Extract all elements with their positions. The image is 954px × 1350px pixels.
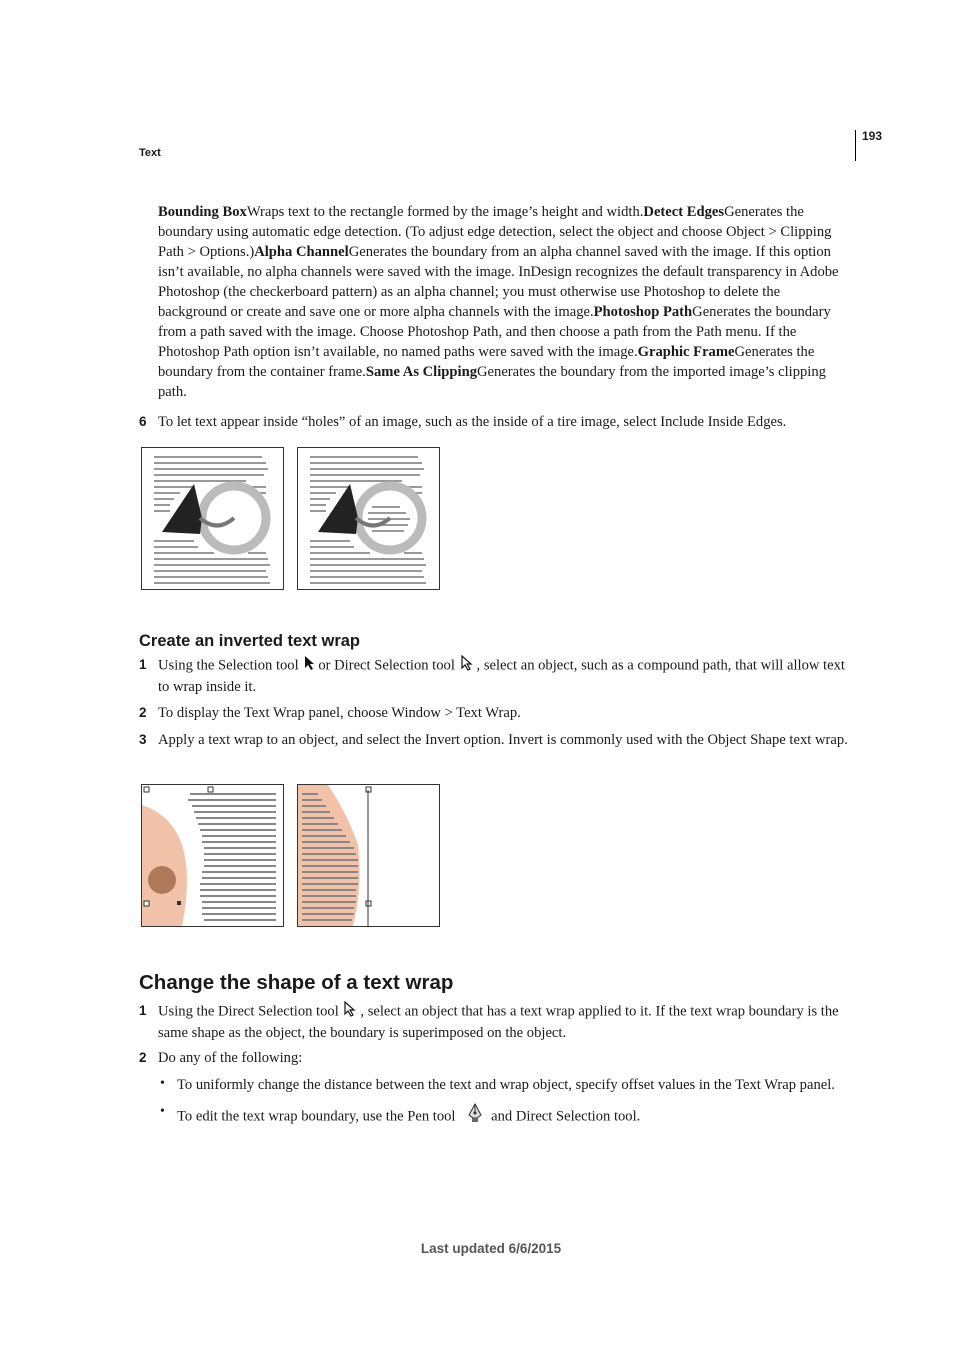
step-number: 1 (139, 1003, 147, 1018)
bullet-text-part: and Direct Selection tool. (491, 1108, 641, 1125)
step-text-part: Using the Direct Selection tool (158, 1003, 339, 1020)
step-text-part: , select an object that has a text wrap applied to it. If the text wrap boundary is the same shape as the object, the boundary is superimposed on the object. (158, 1003, 839, 1041)
bullet-marker: • (160, 1104, 165, 1119)
step-text-part: , select an object, such as a compound path, that will allow text to wrap inside it. (158, 657, 845, 695)
option-description: Generates the boundary from the imported image’s clipping path. (158, 364, 826, 400)
section-label: Text (139, 147, 161, 159)
option-description: Generates the boundary from an alpha channel saved with the image. If this option isn’t available, no alpha channels were saved with the image. InDesign recognizes the default transparency in Adobe Photoshop (the checkerboard pattern) as an alpha channel; you must otherwise use Photoshop to delete the background or create and save one or more alpha channels with the image. (158, 244, 839, 320)
option-description: Generates the boundary from a path saved with the image. Choose Photoshop Path, and then choose a path from the Path menu. If the Photoshop Path option isn’t available, no named paths were saved with the image. (158, 304, 831, 360)
horn-illustration (298, 448, 439, 589)
bullet-text: To uniformly change the distance between the text and wrap object, specify offset values in the Text Wrap panel. (177, 1077, 835, 1093)
step-text (158, 1001, 852, 1043)
figure-horn-wrap-left (141, 447, 284, 590)
option-description: Generates the boundary using automatic edge detection. (To adjust edge detection, select the object and choose Object > Clipping Path > Options.) (158, 204, 832, 260)
bullet-marker: • (160, 1076, 165, 1091)
figure-guitar-inverted-left (141, 784, 284, 927)
horn-illustration (142, 448, 283, 589)
bullet-text-part: To edit the text wrap boundary, use the Pen tool (177, 1108, 456, 1125)
step-number: 1 (139, 657, 147, 672)
direct-selection-tool-icon (344, 1001, 358, 1023)
option-description: Generates the boundary from the container frame. (158, 344, 815, 380)
wrap-options-paragraph (158, 202, 852, 402)
option-name: Photoshop Path (593, 304, 693, 320)
step-number: 2 (139, 1050, 147, 1065)
step-number: 3 (139, 732, 147, 747)
step-text: Do any of the following: (158, 1050, 303, 1066)
step-text (158, 655, 852, 697)
selection-tool-icon (304, 655, 316, 677)
direct-selection-tool-icon (461, 655, 475, 677)
step-text: To let text appear inside “holes” of an image, such as the inside of a tire image, select Include Inside Edges. (158, 414, 787, 430)
step-text: To display the Text Wrap panel, choose Window > Text Wrap. (158, 705, 521, 721)
step-text-part: Using the Selection tool (158, 657, 299, 674)
option-name: Detect Edges (643, 204, 725, 220)
option-name: Graphic Frame (637, 344, 735, 360)
step-number: 6 (139, 414, 147, 429)
step-text-part: or Direct Selection tool (318, 657, 455, 674)
bullet-text (177, 1103, 867, 1131)
section-heading: Change the shape of a text wrap (139, 971, 454, 994)
pen-tool-icon (467, 1103, 483, 1131)
guitar-illustration (298, 785, 439, 926)
step-text: Apply a text wrap to an object, and select the Invert option. Invert is commonly used with the Object Shape text wrap. (158, 732, 848, 748)
figure-guitar-inverted-right (297, 784, 440, 927)
option-name: Same As Clipping (365, 364, 477, 380)
guitar-illustration (142, 785, 283, 926)
figure-horn-wrap-right (297, 447, 440, 590)
section-heading: Create an inverted text wrap (139, 632, 360, 650)
header-rule (855, 130, 856, 161)
footer-last-updated: Last updated 6/6/2015 (420, 1241, 562, 1256)
page-number: 193 (862, 129, 883, 143)
option-name: Bounding Box (158, 204, 247, 220)
option-name: Alpha Channel (254, 244, 349, 260)
option-description: Wraps text to the rectangle formed by the image’s height and width. (246, 204, 644, 220)
step-number: 2 (139, 705, 147, 720)
